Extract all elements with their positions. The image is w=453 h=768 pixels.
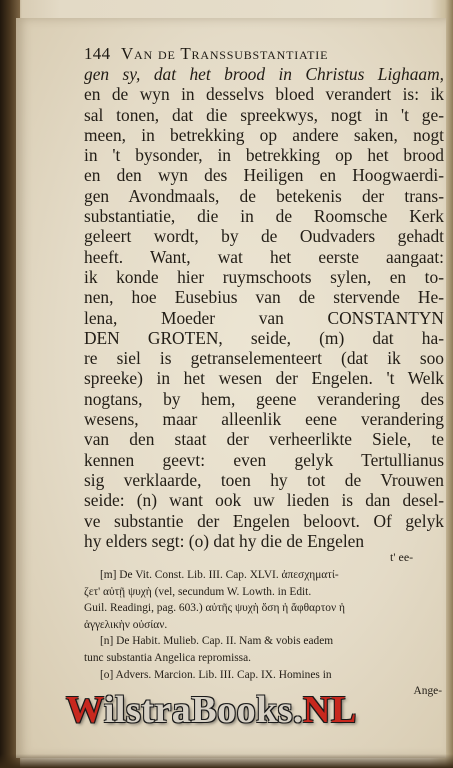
text-line: nogtans, by hem, geene verandering des [84, 388, 444, 409]
text-line: lena, Moeder van CONSTANTYN [84, 307, 444, 328]
text-line: gen Avondmaals, de betekenis der trans- [84, 185, 444, 206]
text-line: substantiatie, die in de Roomsche Kerk [84, 206, 444, 227]
text-line: seide: (n) want ook uw lieden is dan desel- [84, 490, 444, 511]
running-title: Van de Transsubstantiatie [120, 44, 329, 63]
text-line: ve substantie der Engelen beloovt. Of gelyk [84, 510, 444, 531]
footnote-line: [n] De Habit. Mulieb. Cap. II. Nam & vobis eadem [100, 635, 334, 648]
watermark-logo: WilstraBooks.NL [66, 689, 357, 731]
catchword: t' ee- [390, 550, 414, 564]
body-text [84, 64, 444, 551]
page-bottom-edge [0, 754, 453, 768]
text-line: gen sy, dat het brood in Christus Lighaam, [84, 64, 444, 84]
page-number: 144 [84, 44, 111, 63]
text-line: meen, in betrekking op andere saken, nogt [84, 124, 444, 145]
text-line: van den staat der verheerlikte Siele, te [84, 429, 444, 450]
footnote-line: tunc substantia Angelica repromissa. [84, 651, 252, 664]
text-line: heeft. Want, wat het eerste aangaat: [84, 246, 444, 267]
footnote-line: [m] De Vit. Const. Lib. III. Cap. XLVI. ἀπεσχηματί- [100, 569, 339, 581]
text-line: en den wyn des Heiligen en Hoogwaerdi- [84, 165, 444, 186]
text-line: DEN GROTEN, seide, (m) dat ha- [84, 327, 444, 348]
page-header [84, 44, 444, 64]
footnotes [84, 567, 442, 700]
text-line: kennen geevt: even gelyk Tertullianus [84, 449, 444, 470]
text-line: geleert wordt, by de Oudvaders gehadt [84, 226, 444, 247]
text-line: sal tonen, dat die spreekwys, nogt in 't ge- [84, 104, 444, 125]
footnote-line: ἀγγελικὴν οὐσίαν. [84, 618, 168, 631]
footnote-line: [o] Advers. Marcion. Lib. III. Cap. IX. Homines in [100, 668, 332, 681]
text-line: re siel is getranselementeert (dat ik soo [84, 348, 444, 369]
text-line: in 't bysonder, in betrekking op het brood [84, 145, 444, 166]
text-line: nen, hoe Eusebius van de stervende He- [84, 287, 444, 308]
text-line: en de wyn in desselvs bloed verandert is: ik [84, 84, 444, 105]
footnote-line: Guil. Readingi, pag. 603.) αὐτῆς ψυχὴ ὅση ἡ ἄφθαρτον ἡ [84, 602, 345, 615]
text-line: spreeke) in het wesen der Engelen. 't Welk [84, 368, 444, 389]
text-line: wesens, maar alleenlik eene verandering [84, 409, 444, 430]
text-line: hy elders segt: (o) dat hy die de Engelen [84, 530, 365, 551]
footnote-line: ζετ' αὐτῇ ψυχὴ (vel, secundum W. Lowth. in Edit. [84, 585, 312, 598]
footnote-line: Ange- [413, 685, 442, 698]
text-line: ik konde hier ruymschoots sylen, en to- [84, 266, 444, 287]
text-line: sig verklaarde, toen hy tot de Vrouwen [84, 469, 444, 490]
